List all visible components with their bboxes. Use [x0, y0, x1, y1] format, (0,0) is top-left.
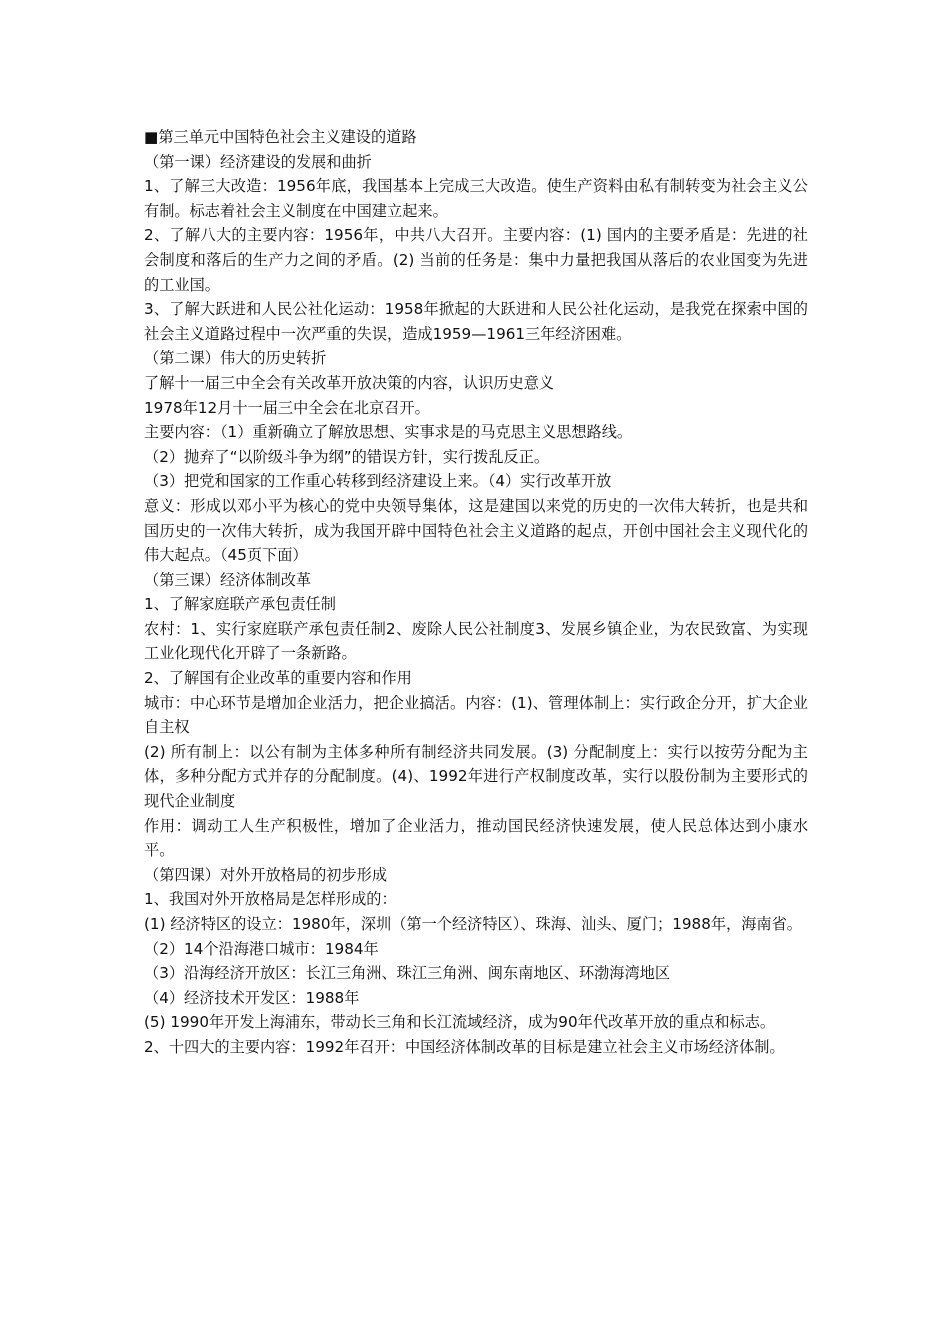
- lesson-heading: （第三课）经济体制改革: [144, 570, 312, 589]
- paragraph: 意义：形成以邓小平为核心的党中央领导集体，这是建国以来党的历史的一次伟大转折，也是共和国历史的一次伟大转折，成为我国开辟中国特色社会主义道路的起点，开创中国社会主义现代化的伟大起点。（45页下面）: [144, 496, 808, 565]
- paragraph: （2）抛弃了“以阶级斗争为纲”的错误方针，实行拨乱反正。: [144, 447, 550, 466]
- paragraph: 2、十四大的主要内容：1992年召开：中国经济体制改革的目标是建立社会主义市场经济体制。: [144, 1037, 785, 1056]
- paragraph: (5) 1990年开发上海浦东，带动长三角和长江流域经济，成为90年代改革开放的重点和标志。: [144, 1013, 776, 1032]
- paragraph: （3）沿海经济开放区：长江三角洲、珠江三角洲、闽东南地区、环渤海湾地区: [144, 964, 671, 983]
- lesson-heading: （第一课）经济建设的发展和曲折: [144, 152, 372, 171]
- paragraph: 1、了解三大改造：1956年底，我国基本上完成三大改造。使生产资料由私有制转变为社会主义公有制。标志着社会主义制度在中国建立起来。: [144, 177, 808, 220]
- document-page: [144, 125, 808, 1060]
- paragraph: （2）14个沿海港口城市：1984年: [144, 939, 379, 958]
- paragraph: 城市：中心环节是增加企业活力，把企业搞活。内容：(1)、管理体制上：实行政企分开，扩大企业自主权: [144, 693, 808, 737]
- paragraph: 作用：调动工人生产积极性，增加了企业活力，推动国民经济快速发展，使人民总体达到小康水平。: [144, 816, 808, 860]
- paragraph: （3）把党和国家的工作重心转移到经济建设上来。（4）实行改革开放: [144, 472, 612, 491]
- paragraph: 1、我国对外开放格局是怎样形成的：: [144, 890, 397, 909]
- unit-title: ■第三单元中国特色社会主义建设的道路: [144, 128, 417, 146]
- paragraph: (1) 经济特区的设立：1980年，深圳（第一个经济特区）、珠海、汕头、厦门；1988年，海南省。: [144, 915, 802, 933]
- paragraph: 2、了解八大的主要内容：1956年，中共八大召开。主要内容：(1) 国内的主要矛盾是：先进的社会制度和落后的生产力之间的矛盾。(2) 当前的任务是：集中力量把我国从落后的农业国变为先进的工业国。: [144, 226, 808, 294]
- paragraph: 了解十一届三中全会有关改革开放决策的内容，认识历史意义: [144, 373, 555, 392]
- paragraph: 2、了解国有企业改革的重要内容和作用: [144, 669, 412, 688]
- lesson-heading: （第四课）对外开放格局的初步形成: [144, 865, 387, 884]
- paragraph: 1、了解家庭联产承包责任制: [144, 595, 336, 614]
- paragraph: 3、了解大跃进和人民公社化运动：1958年掀起的大跃进和人民公社化运动，是我党在探索中国的社会主义道路过程中一次严重的失误，造成1959—1961三年经济困难。: [144, 300, 808, 343]
- paragraph: 1978年12月十一届三中全会在北京召开。: [144, 398, 430, 417]
- paragraph: 农村：1、实行家庭联产承包责任制2、废除人民公社制度3、发展乡镇企业，为农民致富、为实现工业化现代化开辟了一条新路。: [144, 619, 808, 663]
- paragraph: 主要内容：（1）重新确立了解放思想、实事求是的马克思主义思想路线。: [144, 423, 633, 442]
- paragraph: （4）经济技术开发区：1988年: [144, 988, 360, 1007]
- lesson-heading: （第二课）伟大的历史转折: [144, 349, 327, 368]
- paragraph: (2) 所有制上：以公有制为主体多种所有制经济共同发展。(3) 分配制度上：实行以按劳分配为主体，多种分配方式并存的分配制度。(4)、1992年进行产权制度改革，实行以股份制为主要形式的现代企业制度: [144, 742, 808, 811]
